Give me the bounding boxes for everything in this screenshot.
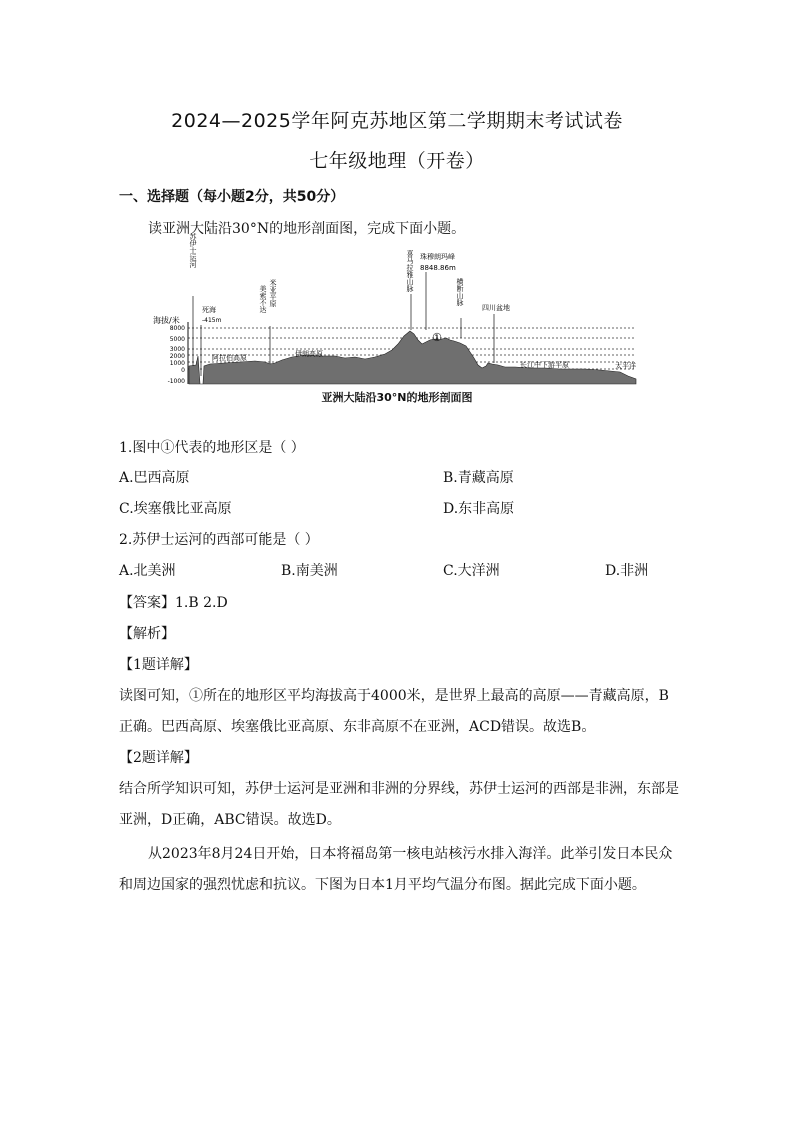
y-tick-2000: 2000 bbox=[169, 353, 185, 360]
label-himalaya: 喜马拉雅山脉 bbox=[406, 250, 414, 292]
terrain-profile-shape bbox=[189, 331, 636, 384]
figure-caption: 亚洲大陆沿30°N的地形剖面图 bbox=[321, 391, 473, 404]
next-intro-line-1: 从2023年8月24日开始，日本将福岛第一核电站核污水排入海洋。此举引发日本民众 bbox=[148, 846, 673, 862]
label-mesopotamia-2: 米亚平原 bbox=[269, 279, 277, 307]
y-tick-8000: 8000 bbox=[169, 325, 185, 332]
label-suez-canal: 苏伊士运河 bbox=[189, 233, 197, 268]
detail-1-line-1: 读图可知，①所在的地形区平均海拔高于4000米，是世界上最高的高原——青藏高原，B bbox=[119, 688, 669, 704]
label-dead-sea-depth: -415m bbox=[202, 317, 222, 324]
y-tick-0: 0 bbox=[181, 367, 185, 374]
q1-option-a: A.巴西高原 bbox=[119, 470, 190, 486]
exam-title: 2024—2025学年阿克苏地区第二学期期末考试试卷 bbox=[171, 110, 623, 132]
detail-2-heading: 【2题详解】 bbox=[119, 750, 198, 766]
section-intro: 读亚洲大陆沿30°N的地形剖面图，完成下面小题。 bbox=[148, 221, 466, 237]
answer-line: 【答案】1.B 2.D bbox=[119, 595, 228, 611]
y-tick-minus1000: -1000 bbox=[167, 378, 185, 385]
exam-subtitle: 七年级地理（开卷） bbox=[309, 150, 485, 172]
section-heading: 一、选择题（每小题2分，共50分） bbox=[119, 189, 345, 205]
q2-option-c: C.大洋洲 bbox=[443, 563, 500, 579]
next-intro-line-2: 和周边国家的强烈忧虑和抗议。下图为日本1月平均气温分布图。据此完成下面小题。 bbox=[119, 877, 646, 893]
q2-stem: 2.苏伊士运河的西部可能是（ ） bbox=[119, 532, 319, 548]
y-tick-labels bbox=[168, 325, 186, 385]
label-pacific: 太平洋 bbox=[615, 362, 636, 370]
detail-2-line-2: 亚洲，D正确，ABC错误。故选D。 bbox=[119, 812, 341, 828]
label-sichuan-basin: 四川盆地 bbox=[482, 304, 510, 312]
q2-option-b: B.南美洲 bbox=[281, 563, 338, 579]
label-iranian-plateau: 伊朗高原 bbox=[295, 350, 323, 358]
terrain-profile-figure bbox=[153, 226, 640, 386]
label-everest-height: 8848.86m bbox=[420, 264, 456, 272]
plateau-marker: ① bbox=[432, 331, 442, 344]
detail-1-line-2: 正确。巴西高原、埃塞俄比亚高原、东非高原不在亚洲，ACD错误。故选B。 bbox=[119, 719, 596, 735]
q1-option-d: D.东非高原 bbox=[443, 501, 515, 517]
label-hengduan: 横断山脉 bbox=[456, 278, 464, 306]
detail-2-line-1: 结合所学知识可知，苏伊士运河是亚洲和非洲的分界线，苏伊士运河的西部是非洲，东部是 bbox=[119, 781, 679, 797]
q1-option-c: C.埃塞俄比亚高原 bbox=[119, 501, 232, 517]
q2-option-d: D.非洲 bbox=[605, 563, 649, 579]
q2-option-a: A.北美洲 bbox=[119, 563, 176, 579]
y-tick-5000: 5000 bbox=[169, 336, 185, 343]
y-tick-3000: 3000 bbox=[169, 346, 185, 353]
label-mesopotamia-1: 美索不达 bbox=[259, 285, 267, 313]
y-axis-label: 海拔/米 bbox=[153, 316, 180, 325]
label-yangtze-plain: 长江中下游平原 bbox=[520, 361, 569, 369]
q1-option-b: B.青藏高原 bbox=[443, 470, 514, 486]
label-everest: 珠穆朗玛峰 bbox=[420, 253, 455, 261]
label-dead-sea: 死海 bbox=[202, 306, 216, 314]
analysis-heading: 【解析】 bbox=[119, 626, 175, 642]
y-tick-1000: 1000 bbox=[169, 360, 185, 367]
label-arabian-plateau: 阿拉伯高原 bbox=[212, 354, 247, 362]
q1-stem: 1.图中①代表的地形区是（ ） bbox=[119, 440, 305, 456]
detail-1-heading: 【1题详解】 bbox=[119, 657, 198, 673]
